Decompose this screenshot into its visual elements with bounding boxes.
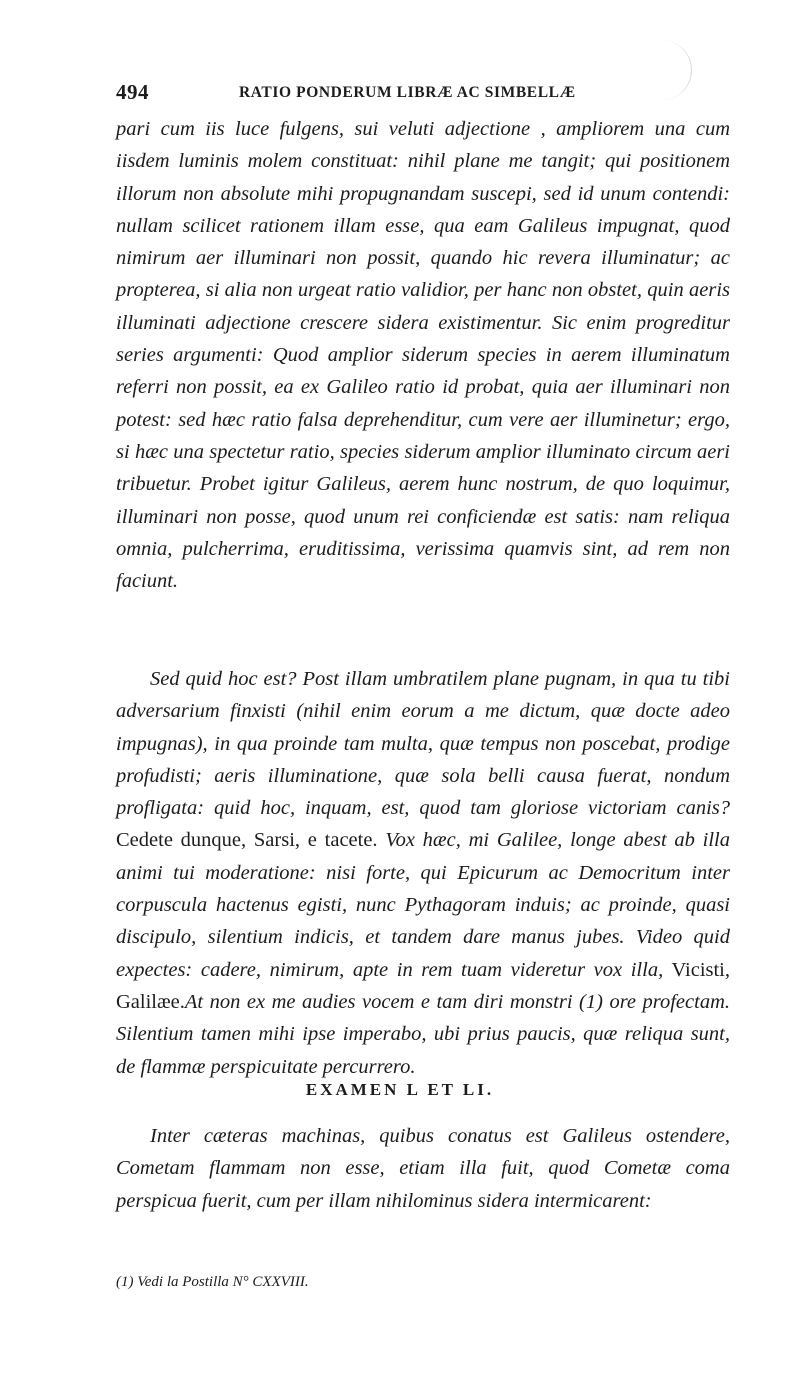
paragraph-2-quotation-2: Vicisti, Galilæe.: [116, 958, 731, 1013]
paragraph-2-quotation-1: Cedete dunque, Sarsi, e tacete.: [116, 829, 386, 852]
paragraph-1: pari cum iis luce fulgens, sui veluti adjectione , ampliorem una cum iisdem luminis molem constituat: nihil plane me tangit; qui positionem illorum non absolute mihi propugnandam suscepi, sed id unum contendi: nullam scilicet rationem illam esse, qua eam Galileus impugnat, quod nimirum aer illuminari non possit, quando hic revera illuminatur; ac propterea, si alia non urgeat ratio validior, per hanc non obstet, quin aeris illuminati adjectione crescere sidera existimentur. Sic enim progreditur series argumenti: Quod amplior siderum species in aerem illuminatum referri non possit, ea ex Galileo ratio id probat, quia aer illuminari non potest: sed hæc ratio falsa deprehenditur, cum vere aer illuminetur; ergo, si hæc una spectetur ratio, species siderum amplior illuminato circum aeri tribuetur. Probet igitur Galileus, aerem hunc nostrum, de quo loquimur, illuminari non posse, quod unum rei conficiendæ est satis: nam reliqua omnia, pulcherrima, eruditissima, verissima quamvis sint, ad rem non faciunt.: [116, 118, 730, 593]
paragraph-2-part-3: Vox hæc, mi Galilee, longe abest ab illa animi tui moderatione: nisi forte, qui Epicurum ac Democritum inter corpuscula hactenus egisti, nunc Pythagoram induis; ac proinde, quasi discipulo, silentium indicis, et tandem dare manus jubes. Video quid expectes: cadere, nimirum, apte in rem tuam videretur vox illa,: [116, 829, 730, 981]
paragraph-2: [116, 663, 730, 1083]
section-heading: EXAMEN L ET LI.: [305, 1080, 495, 1099]
running-head: RATIO PONDERUM LIBRÆ AC SIMBELLÆ: [239, 84, 576, 101]
text-block-1: [116, 113, 730, 597]
text-block-2: [116, 663, 730, 1083]
paragraph-3: Inter cæteras machinas, quibus conatus est Galileus ostendere, Cometam flammam non esse, etiam illa fuit, quod Cometæ coma perspicua fuerit, cum per illam nihilominus sidera intermicarent:: [116, 1125, 730, 1212]
paragraph-2-part-5: At non ex me audies vocem e tam diri monstri (1) ore profectam. Silentium tamen mihi ipse imperabo, ubi prius paucis, quæ reliqua sunt, de flammæ perspicuitate percurrero.: [116, 990, 730, 1078]
paragraph-2-part-1: Sed quid hoc est? Post illam umbratilem plane pugnam, in qua tu tibi adversarium finxisti (nihil enim eorum a me dictum, quæ docte adeo impugnas), in qua proinde tam multa, quæ tempus non poscebat, prodige profudisti; aeris illuminatione, quæ sola belli causa fuerat, nondum profligata: quid hoc, inquam, est, quod tam gloriose victoriam canis?: [116, 668, 730, 820]
page-header: [116, 80, 726, 104]
footnote: (1) Vedi la Postilla N° CXXVIII.: [116, 1274, 309, 1290]
page-number: 494: [116, 80, 149, 104]
text-block-3: [116, 1120, 730, 1217]
